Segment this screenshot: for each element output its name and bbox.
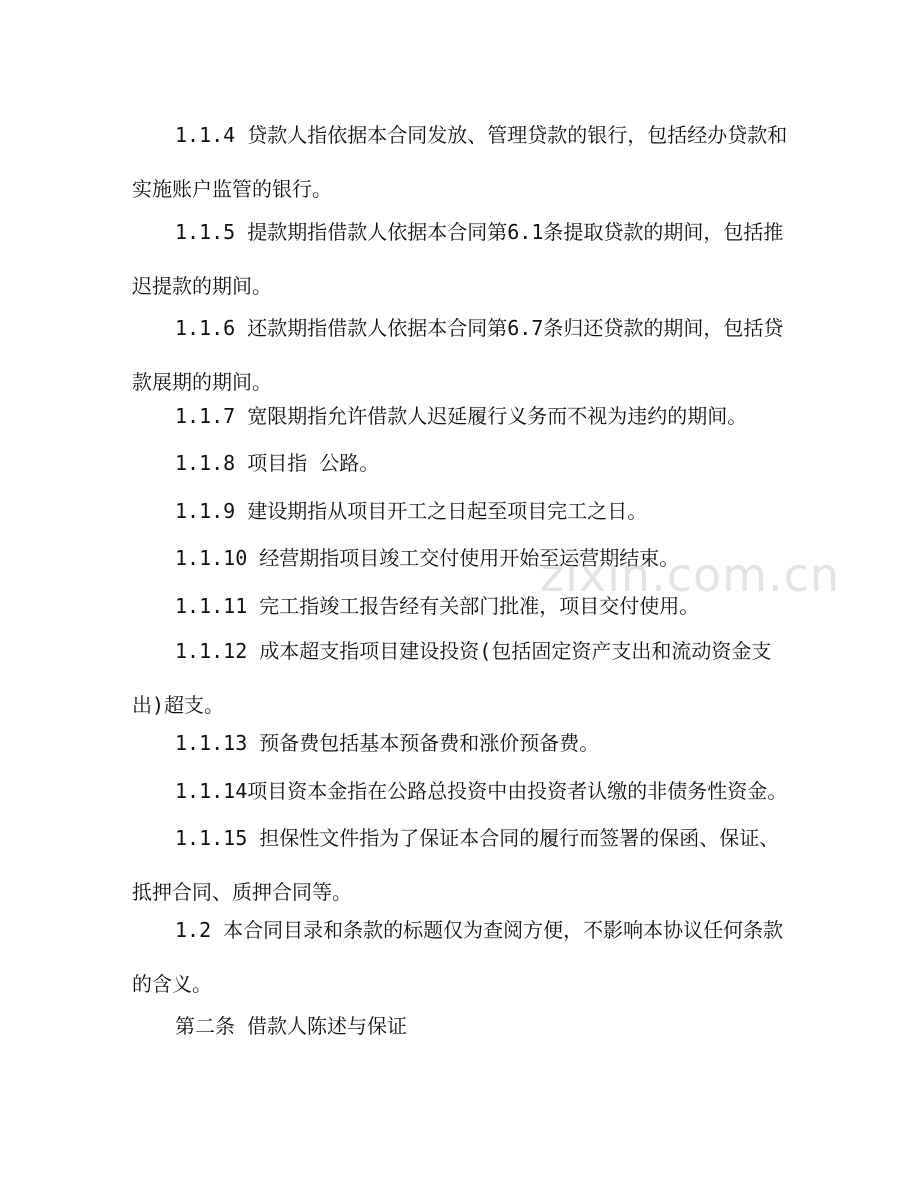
clause-1-1-15: 1.1.15 担保性文件指为了保证本合同的履行而签署的保函、保证、抵押合同、质押合同等。 <box>132 826 780 904</box>
clause-1-1-6: 1.1.6 还款期指借款人依据本合同第6.7条归还贷款的期间，包括贷款展期的期间。 <box>132 316 784 394</box>
watermark-text: zixin.com.cn <box>540 548 841 602</box>
clause-1-1-7: 1.1.7 宽限期指允许借款人迟延履行义务而不视为违约的期间。 <box>175 404 748 428</box>
clause-1-1-14: 1.1.14项目资本金指在公路总投资中由投资者认缴的非债务性资金。 <box>175 779 788 803</box>
clause-1-1-11: 1.1.11 完工指竣工报告经有关部门批准，项目交付使用。 <box>175 594 700 618</box>
clause-1-1-13: 1.1.13 预备费包括基本预备费和涨价预备费。 <box>175 731 600 755</box>
article-2-heading: 第二条 借款人陈述与保证 <box>175 1014 408 1038</box>
clause-1-1-8: 1.1.8 项目指 公路。 <box>175 451 380 475</box>
clause-1-1-4: 1.1.4 贷款人指依据本合同发放、管理贷款的银行，包括经办贷款和实施账户监管的银行。 <box>132 123 788 201</box>
clause-1-2: 1.2 本合同目录和条款的标题仅为查阅方便，不影响本协议任何条款的含义。 <box>132 918 784 996</box>
clause-1-1-12: 1.1.12 成本超支指项目建设投资(包括固定资产支出和流动资金支出)超支。 <box>132 639 772 717</box>
clause-1-1-5: 1.1.5 提款期指借款人依据本合同第6.1条提取贷款的期间，包括推迟提款的期间。 <box>132 220 784 298</box>
clause-1-1-10: 1.1.10 经营期指项目竣工交付使用开始至运营期结束。 <box>175 546 680 570</box>
clause-1-1-9: 1.1.9 建设期指从项目开工之日起至项目完工之日。 <box>175 499 648 523</box>
